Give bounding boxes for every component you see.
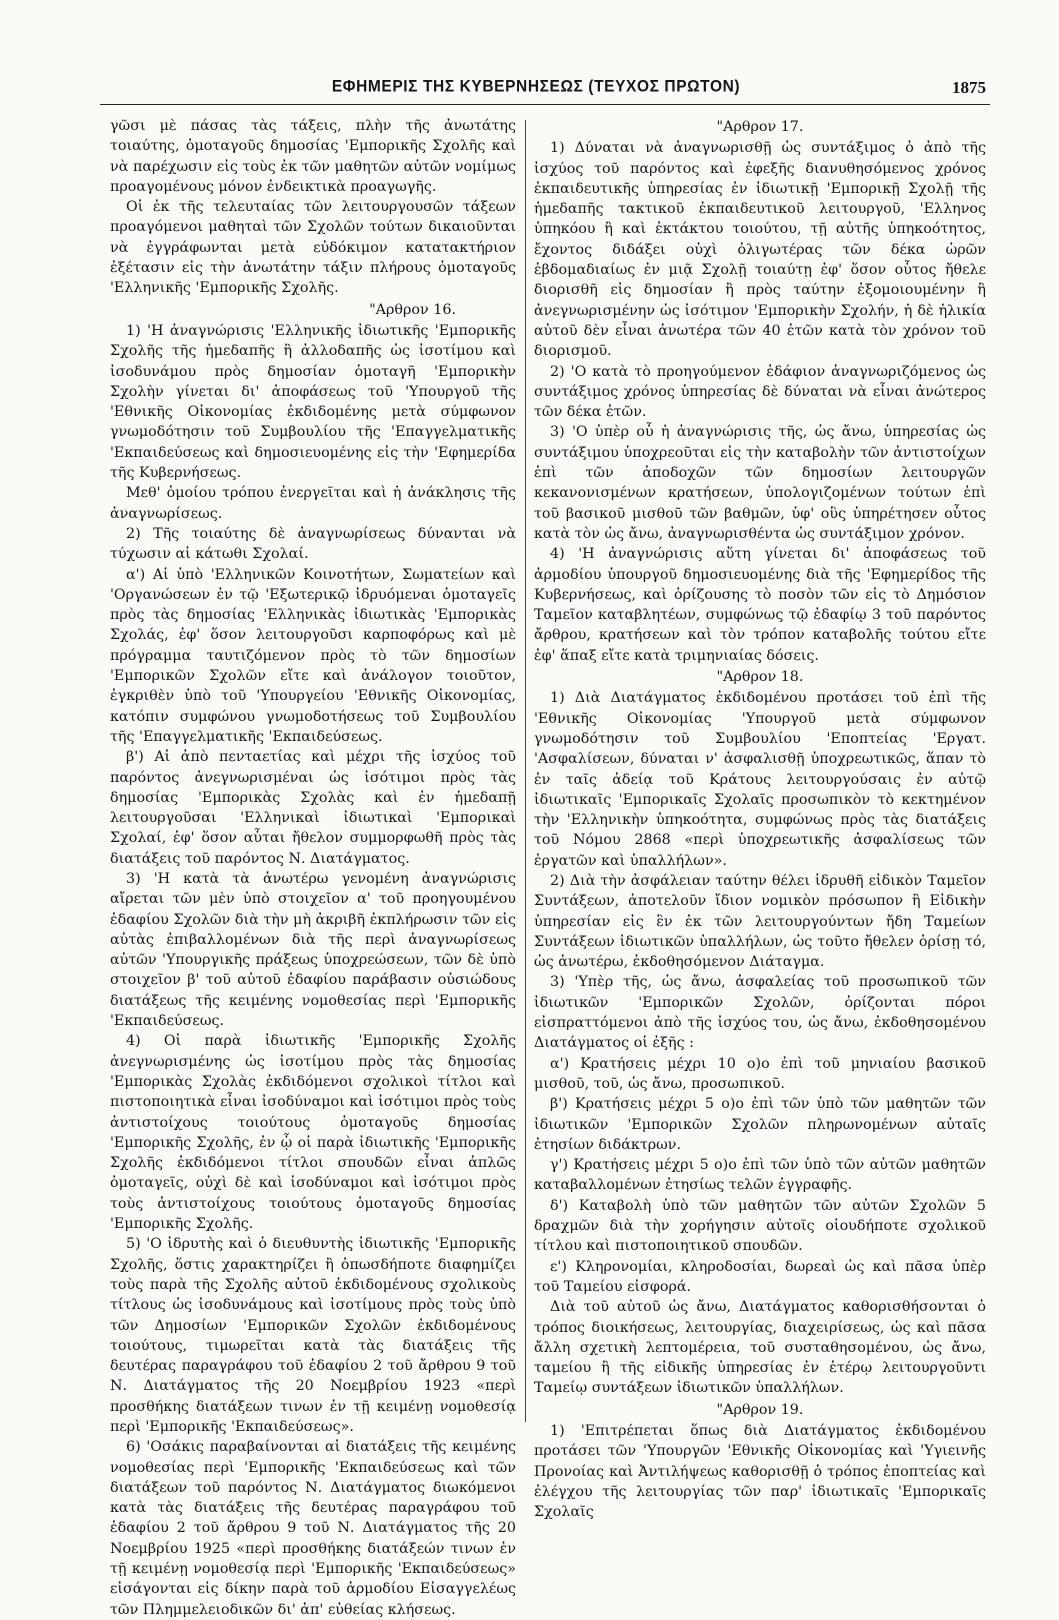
gazette-title: ΕΦΗΜΕΡΙΣ ΤΗΣ ΚΥΒΕΡΝΗΣΕΩΣ (ΤΕΥΧΟΣ ΠΡΩΤΟΝ): [331, 77, 741, 96]
paragraph: 4) Οἱ παρὰ ἰδιωτικῆς 'Εμπορικῆς Σχολῆς ἀνεγνωρισμένης ὡς ἰσοτίμου πρὸς τὰς δημοσίας 'Εμπορικὰς Σχολὰς ἐκδιδόμενοι σχολικοὶ τίτλοι καὶ πιστοποιητικὰ εἶναι ἰσοδύναμοι καὶ ἰσότιμοι πρὸς τοὺς ἀντιστοίχους τοιούτους ὁμοταγοῦς δημοσίας 'Εμπορικῆς Σχολῆς, ἐν ᾧ οἱ παρὰ ἰδιωτικῆς 'Εμπορικῆς Σχολῆς ἐκδιδόμενοι τίτλοι σπουδῶν εἶναι ἁπλῶς ὁμοταγεῖς, οὐχὶ δὲ καὶ ἰσοδύναμοι καὶ ἰσότιμοι πρὸς τοὺς ἀντιστοίχους τοιούτους ὁμοταγοῦς δημοσίας 'Εμπορικῆς Σχολῆς.: [110, 1033, 516, 1233]
column-divider: [525, 120, 526, 1422]
paragraph: Διὰ τοῦ αὐτοῦ ὡς ἄνω, Διατάγματος καθορισθήσονται ὁ τρόπος διοικήσεως, λειτουργίας, διαχειρίσεως, ὡς καὶ πᾶσα ἄλλη σχετικὴ λεπτομέρεια, τοῦ συσταθησομένου, ὡς ἄνω, ταμείου ἢ τῆς εἰδικῆς ὑπηρεσίας ἐν ἑτέρῳ λειτουργοῦντι Ταμείῳ συντάξεων ἰδιωτικῶν ὑπαλλήλων.: [534, 1299, 986, 1397]
paragraph: 2) Διὰ τὴν ἀσφάλειαν ταύτην θέλει ἱδρυθῆ εἰδικὸν Ταμεῖον Συντάξεων, ἀποτελοῦν ἴδιον νομικὸν πρόσωπον ἢ Εἰδικὴν ὑπηρεσίαν εἰς ἓν ἐκ τῶν λειτουργούντων ἤδη Ταμείων Συντάξεων ἰδιωτικῶν ὑπαλλήλων, ὡς τοῦτο ἤθελεν ὁρίσῃ τό, ὡς ἀνωτέρω, ἐκδοθησόμενον Διάταγμα.: [534, 872, 986, 971]
paragraph: 1) Δύναται νὰ ἀναγνωρισθῇ ὡς συντάξιμος ὁ ἀπὸ τῆς ἰσχύος τοῦ παρόντος καὶ ἐφεξῆς διανυθησόμενος χρόνος ἐκπαιδευτικῆς ὑπηρεσίας ἐν ἰδιωτικῇ 'Εμπορικῇ Σχολῇ τῆς ἡμεδαπῆς τακτικοῦ ἐκπαιδευτικοῦ λειτουργοῦ, 'Ελληνος ὑπηκόου ἢ καὶ ἐκτάκτου τοιούτου, τῇ αὐτῆς ὑπηκοότητος, ἔχοντος διδάξει οὐχὶ ὀλιγωτέρας τῶν δέκα ὡρῶν ἑβδομαδιαίως ἐν μιᾷ Σχολῇ τοιαύτῃ ἐφ' ὅσον οὗτος ἤθελε διορισθῆ εἰς δημοσίαν ἢ πρὸς ταύτην ἐξομοιουμένην ἢ ἀνεγνωρισμένην ὡς ἰσότιμον 'Εμπορικὴν Σχολήν, ἡ δὲ ἡλικία αὐτοῦ δὲν εἶναι ἀνωτέρα τῶν 40 ἐτῶν κατὰ τὸν χρόνον τοῦ διορισμοῦ.: [534, 140, 986, 360]
paragraph: γ') Κρατήσεις μέχρι 5 ο)ο ἐπὶ τῶν ὑπὸ τῶν αὐτῶν μαθητῶν καταβαλλομένων ἐτησίως τελῶν ἐγγραφῆς.: [534, 1157, 986, 1194]
paragraph: 4) 'Η ἀναγνώρισις αὕτη γίνεται δι' ἀποφάσεως τοῦ ἁρμοδίου ὑπουργοῦ δημοσιευομένης διὰ τῆς 'Εφημερίδος τῆς Κυβερνήσεως, καὶ ὁρίζουσης τὸ ποσὸν τῶν εἰς τὸ Δημόσιον Ταμεῖον καταβλητέων, συμφώνως τῷ ἐδαφίῳ 3 τοῦ παρόντος ἄρθρου, κρατήσεων καὶ τὸν τρόπον καταβολῆς τούτου εἴτε ἐφ' ἅπαξ εἴτε κατὰ τριμηνιαίας δόσεις.: [534, 546, 986, 664]
paragraph: 1) 'Επιτρέπεται ὅπως διὰ Διατάγματος ἐκδιδομένου προτάσει τῶν 'Υπουργῶν 'Εθνικῆς Οἰκονομίας καὶ 'Υγιεινῆς Προνοίας καὶ Ἀντιλήψεως καθορισθῇ ὁ τρόπος ἐποπτείας καὶ ἐλέγχου τῆς λειτουργίας τῶν παρ' ἰδιωτικαῖς 'Εμπορικαῖς Σχολαῖς: [534, 1423, 986, 1521]
page-number: 1875: [952, 78, 986, 97]
paragraph: 5) 'Ο ἱδρυτὴς καὶ ὁ διευθυντὴς ἰδιωτικῆς 'Εμπορικῆς Σχολῆς, ὅστις χαρακτηρίζει ἢ ὁπωσδήποτε διαφημίζει τοὺς παρὰ τῆς Σχολῆς αὐτοῦ ἐκδιδομένους σχολικοὺς τίτλους ὡς ἰσοδυνάμους καὶ ἰσοτίμους πρὸς τοὺς ὑπὸ τῶν Δημοσίων 'Εμπορικῶν Σχολῶν ἐκδιδομένους τοιούτους, τιμωρεῖται κατὰ τὰς διατάξεις τῆς δευτέρας παραγράφου τοῦ ἐδαφίου 2 τοῦ ἄρθρου 9 τοῦ Ν. Διατάγματος τῆς 20 Νοεμβρίου 1923 «περὶ προσθήκης διατάξεων τινων ἐν τῇ κειμένῃ νομοθεσίᾳ περὶ 'Εμπορικῆς 'Εκπαιδεύσεως».: [110, 1236, 516, 1435]
page-header: [86, 78, 986, 104]
paragraph: β') Αἱ ἀπὸ πενταετίας καὶ μέχρι τῆς ἰσχύος τοῦ παρόντος ἀνεγνωρισμέναι ὡς ἰσότιμοι πρὸς τὰς δημοσίας 'Εμπορικὰς Σχολὰς καὶ ἐν ἡμεδαπῇ λειτουργοῦσαι 'Ελληνικαὶ ἰδιωτικαὶ 'Εμπορικαὶ Σχολαί, ἐφ' ὅσον αὗται ἤθελον συμμορφωθῆ πρὸς τὰς διατάξεις τοῦ παρόντος Ν. Διατάγματος.: [110, 749, 516, 867]
paragraph: ε') Κληρονομίαι, κληροδοσίαι, δωρεαὶ ὡς καὶ πᾶσα ὑπὲρ τοῦ Ταμείου εἰσφορά.: [534, 1258, 986, 1295]
paragraph: 6) 'Οσάκις παραβαίνονται αἱ διατάξεις τῆς κειμένης νομοθεσίας περὶ 'Εμπορικῆς 'Εκπαιδεύσεως καὶ τῶν διατάξεων τοῦ παρόντος Ν. Διατάγματος διωκόμενοι κατὰ τὰς διατάξεις τῆς δευτέρας παραγράφου τοῦ ἐδαφίου 2 τοῦ ἄρθρου 9 τοῦ Ν. Διατάγματος τῆς 20 Νοεμβρίου 1925 «περὶ προσθήκης διατάξεών τινων ἐν τῇ κειμένῃ νομοθεσίᾳ περὶ 'Εμπορικῆς 'Εκπαιδεύσεως» εἰσάγονται εἰς δίκην παρὰ τοῦ ἁρμοδίου Εἰσαγγελέως τῶν Πλημμελειοδικῶν δι' ἀπ' εὐθείας κλήσεως.: [110, 1439, 516, 1618]
paragraph: 1) Διὰ Διατάγματος ἐκδιδομένου προτάσει τοῦ ἐπὶ τῆς 'Εθνικῆς Οἰκονομίας 'Υπουργοῦ μετὰ σύμφωνον γνωμοδότησιν τοῦ Συμβουλίου 'Εποπτείας 'Εργατ. 'Ασφαλίσεων, δύναται ν' ἀσφαλισθῇ ὑποχρεωτικῶς, ἅπαν τὸ ἐν ταῖς ἀδείᾳ τοῦ Κράτους λειτουργούσαις ἐν αὐτῷ ἰδιωτικαῖς 'Εμπορικαῖς Σχολαῖς προσωπικὸν τὸ κεκτημένον τὴν 'Ελληνικὴν ὑπηκοότητα, συμφώνως πρὸς τὰς διατάξεις τοῦ Νόμου 2868 «περὶ ὑποχρεωτικῆς ἀσφαλίσεως τῶν ἐργατῶν καὶ ὑπαλλήλων».: [534, 690, 986, 869]
paragraph: Οἱ ἐκ τῆς τελευταίας τῶν λειτουργουσῶν τάξεων προαγόμενοι μαθηταὶ τῶν Σχολῶν τούτων δικαιοῦνται νὰ ἐγγράφωνται μετὰ εὐδόκιμον κατατακτήριον ἐξέτασιν εἰς τὴν ἀνωτάτην τάξιν πλήρους ὁμοταγοῦς 'Ελληνικῆς 'Εμπορικῆς Σχολῆς.: [110, 199, 516, 297]
paragraph: 3) 'Ο ὑπὲρ οὗ ἡ ἀναγνώρισις τῆς, ὡς ἄνω, ὑπηρεσίας ὡς συντάξιμου ὑποχρεοῦται εἰς τὴν καταβολὴν τῶν ἀντιστοίχων ἐπὶ τῶν ἀποδοχῶν τῶν δημοσίων λειτουργῶν κεκανονισμένων κρατήσεων, ὑπολογιζομένων τούτων ἐπὶ τοῦ βασικοῦ μισθοῦ τῶν βαθμῶν, ὑφ' οὓς ὑπηρέτησεν οὗτος κατὰ τὸν ὡς ἄνω, ἀναγνωρισθέντα ὡς συντάξιμον χρόνον.: [534, 424, 986, 542]
paragraph: 2) Τῆς τοιαύτης δὲ ἀναγνωρίσεως δύνανται νὰ τύχωσιν αἱ κάτωθι Σχολαί.: [110, 525, 516, 563]
left-column: [110, 116, 516, 1618]
header-rule: [100, 104, 990, 105]
paragraph: δ') Καταβολὴ ὑπὸ τῶν μαθητῶν τῶν αὐτῶν Σχολῶν 5 δραχμῶν διὰ τὴν χορήγησιν αὐτοῖς οἱουδήποτε σχολικοῦ τίτλου καὶ πιστοποιητικοῦ σπουδῶν.: [534, 1197, 986, 1255]
article-heading-19: "Αρθρον 19.: [716, 1401, 804, 1418]
paragraph: 1) 'Η ἀναγνώρισις 'Ελληνικῆς ἰδιωτικῆς 'Εμπορικῆς Σχολῆς τῆς ἡμεδαπῆς ἢ ἀλλοδαπῆς ὡς ἰσοτίμου καὶ ἰσοδυνάμου πρὸς δημοσίαν ὁμοταγῆ 'Εμπορικὴν Σχολὴν γίνεται δι' ἀποφάσεως τοῦ 'Υπουργοῦ τῆς 'Εθνικῆς Οἰκονομίας ἐκδιδομένης μετὰ σύμφωνον γνωμοδότησιν τοῦ Συμβουλίου τῆς 'Επαγγελματικῆς 'Εκπαιδεύσεως καὶ δημοσιευομένης εἰς τὴν 'Εφημερίδα τῆς Κυβερνήσεως.: [110, 322, 516, 482]
article-heading-16: "Αρθρον 16.: [369, 301, 456, 318]
right-column: [534, 116, 986, 1521]
paragraph: γῶσι μὲ πάσας τὰς τάξεις, πλὴν τῆς ἀνωτάτης τοιαύτης, ὁμοταγοῦς δημοσίας 'Εμπορικῆς Σχολῆς καὶ νὰ παρέχωσιν εἰς τοὺς ἐκ τῶν μαθητῶν αὐτῶν νομίμως προαγομένους μόνον ἐνδεικτικὰ προαγωγῆς.: [110, 118, 516, 195]
paragraph: α') Αἱ ὑπὸ 'Ελληνικῶν Κοινοτήτων, Σωματείων καὶ 'Οργανώσεων ἐν τῷ 'Εξωτερικῷ ἱδρυόμεναι ὁμοταγεῖς πρὸς τὰς δημοσίας 'Ελληνικὰς ἰδιωτικὰς 'Εμπορικὰς Σχολάς, ἐφ' ὅσον λειτουργοῦσι καρποφόρως καὶ μὲ πρόγραμμα ταυτιζόμενον πρὸς τὸ τῶν δημοσίων 'Εμπορικῶν Σχολῶν εἴτε καὶ ἀνάλογον τοιοῦτον, ἐγκριθὲν ὑπὸ τοῦ 'Υπουργείου 'Εθνικῆς Οἰκονομίας, κατόπιν συμφώνου γνωμοδοτήσεως τοῦ Συμβουλίου τῆς 'Επαγγελματικῆς 'Εκπαιδεύσεως.: [110, 566, 516, 745]
article-heading-18: "Αρθρον 18.: [716, 669, 804, 686]
paragraph: 3) 'Υπὲρ τῆς, ὡς ἄνω, ἀσφαλείας τοῦ προσωπικοῦ τῶν ἰδιωτικῶν 'Εμπορικῶν Σχολῶν, ὁρίζονται πόροι εἰσπραττόμενοι ἀπὸ τῆς ἰσχύος του, ὡς ἄνω, ἐκδοθησομένου Διατάγματος οἱ ἐξῆς :: [534, 974, 986, 1052]
paragraph: 3) 'Η κατὰ τὰ ἀνωτέρω γενομένη ἀναγνώρισις αἴρεται τῶν μὲν ὑπὸ στοιχεῖον α' τοῦ προηγουμένου ἐδαφίου Σχολῶν διὰ τὴν μὴ ἀκριβῆ ἐκπλήρωσιν τῶν εἰς αὐτὰς ἐπιβαλλομένων διὰ τῆς περὶ ἀναγνωρίσεως αὐτῶν 'Υπουργικῆς πράξεως ὑποχρεώσεων, τῶν δὲ ὑπὸ στοιχεῖον β' τοῦ αὐτοῦ ἐδαφίου παράβασιν οὐσιώδους διατάξεως τῆς κειμένης νομοθεσίας περὶ 'Εμπορικῆς 'Εκπαιδεύσεως.: [110, 870, 516, 1030]
article-heading-17: "Αρθρον 17.: [716, 119, 804, 135]
paragraph: Μεθ' ὁμοίου τρόπου ἐνεργεῖται καὶ ἡ ἀνάκλησις τῆς ἀναγνωρίσεως.: [110, 485, 516, 522]
paragraph: α') Κρατήσεις μέχρι 10 ο)ο ἐπὶ τοῦ μηνιαίου βασικοῦ μισθοῦ, τοῦ, ὡς ἄνω, προσωπικοῦ.: [534, 1055, 986, 1092]
paragraph: 2) 'Ο κατὰ τὸ προηγούμενον ἐδάφιον ἀναγνωριζόμενος ὡς συντάξιμος χρόνος ὑπηρεσίας δὲ δύναται νὰ εἶναι ἀνώτερος τῶν δέκα ἐτῶν.: [534, 363, 986, 421]
paragraph: β') Κρατήσεις μέχρι 5 ο)ο ἐπὶ τῶν ὑπὸ τῶν μαθητῶν τῶν ἰδιωτικῶν 'Εμπορικῶν Σχολῶν πληρωνομένων αὐταῖς ἐτησίων διδάκτρων.: [534, 1096, 986, 1153]
